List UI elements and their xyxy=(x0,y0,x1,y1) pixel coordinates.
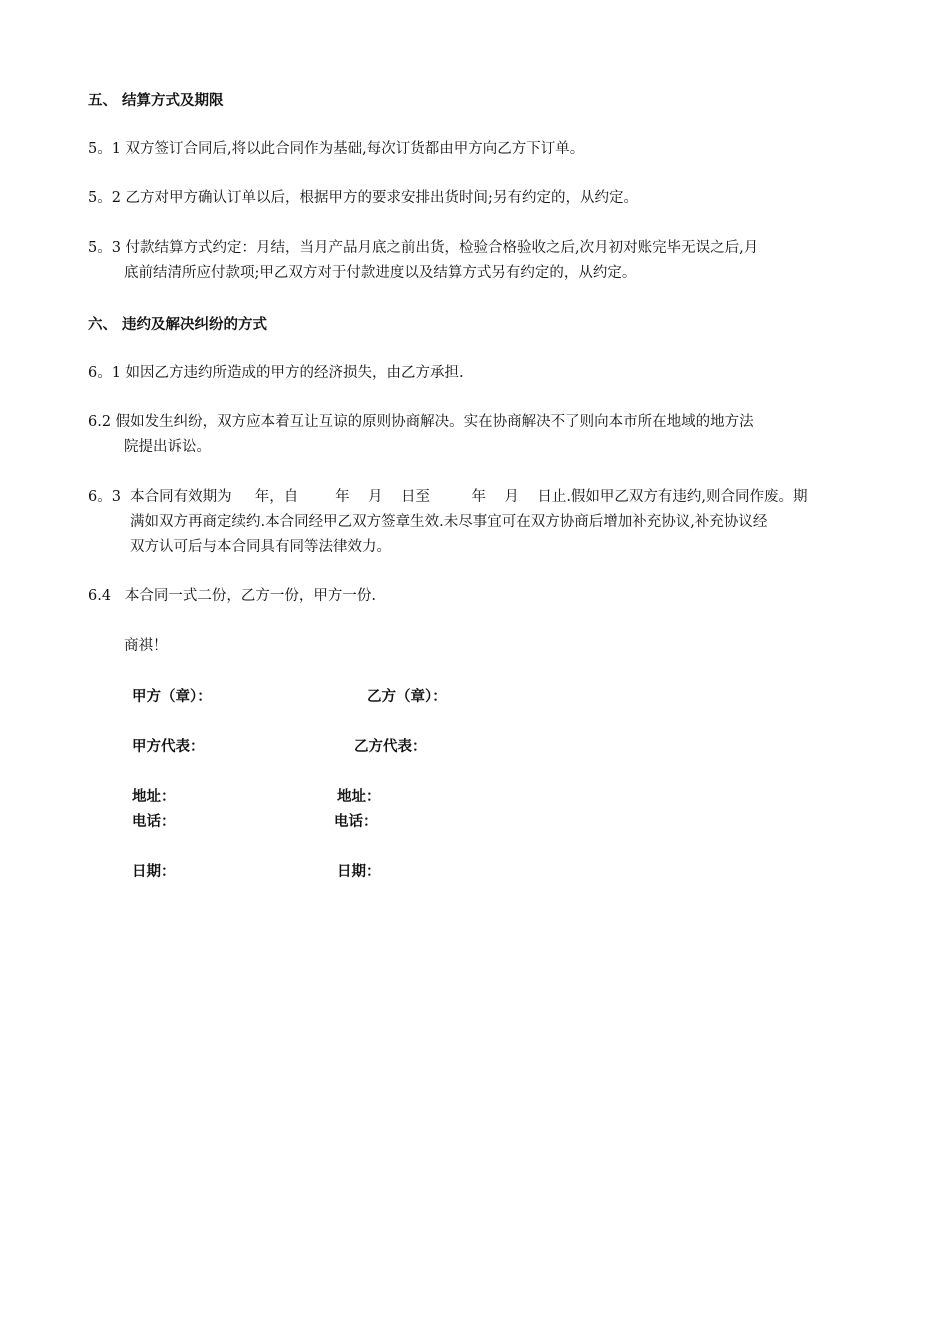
clause-6-3-line-2: 满如双方再商定续约.本合同经甲乙双方签章生效.未尽事宜可在双方协商后增加补充协议,补充协议经 xyxy=(130,514,768,530)
party-a-rep-label: 甲方代表： xyxy=(132,738,205,755)
clause-6-2-line-1: 6.2 假如发生纠纷，双方应本着互让互谅的原则协商解决。实在协商解决不了则向本市所在地域的地方法 xyxy=(88,414,754,430)
clause-5-2: 5。2 乙方对甲方确认订单以后，根据甲方的要求安排出货时间;另有约定的，从约定。 xyxy=(88,190,638,206)
party-b-date-label: 日期： xyxy=(337,863,381,880)
clause-6-3-line-1: 6。3 本合同有效期为 年，自 年 月 日至 年 月 日止.假如甲乙双方有违约,则合同作废。期 xyxy=(88,489,808,505)
section-5-heading: 五、 结算方式及期限 xyxy=(88,92,224,109)
party-a-address-label: 地址： xyxy=(132,788,176,805)
party-b-rep-label: 乙方代表： xyxy=(354,738,427,755)
party-b-address-label: 地址： xyxy=(337,788,381,805)
party-b-phone-label: 电话： xyxy=(334,813,378,830)
clause-5-3-line-2: 底前结清所应付款项;甲乙双方对于付款进度以及结算方式另有约定的，从约定。 xyxy=(124,265,637,281)
party-a-seal-label: 甲方（章）： xyxy=(132,688,212,705)
section-6-heading: 六、 违约及解决纠纷的方式 xyxy=(88,316,268,333)
clause-6-2-line-2: 院提出诉讼。 xyxy=(124,439,211,455)
clause-6-3-line-3: 双方认可后与本合同具有同等法律效力。 xyxy=(130,539,391,555)
party-b-seal-label: 乙方（章）： xyxy=(367,688,447,705)
party-a-phone-label: 电话： xyxy=(132,813,176,830)
clause-5-1: 5。1 双方签订合同后,将以此合同作为基础,每次订货都由甲方向乙方下订单。 xyxy=(88,141,585,157)
party-a-date-label: 日期： xyxy=(132,863,176,880)
clause-6-1: 6。1 如因乙方违约所造成的甲方的经济损失，由乙方承担. xyxy=(88,365,464,381)
closing-salutation: 商祺！ xyxy=(124,638,168,654)
clause-6-4: 6.4 本合同一式二份，乙方一份，甲方一份. xyxy=(88,588,376,604)
clause-5-3-line-1: 5。3 付款结算方式约定：月结，当月产品月底之前出货，检验合格验收之后,次月初对账完毕无误之后,月 xyxy=(88,240,759,256)
